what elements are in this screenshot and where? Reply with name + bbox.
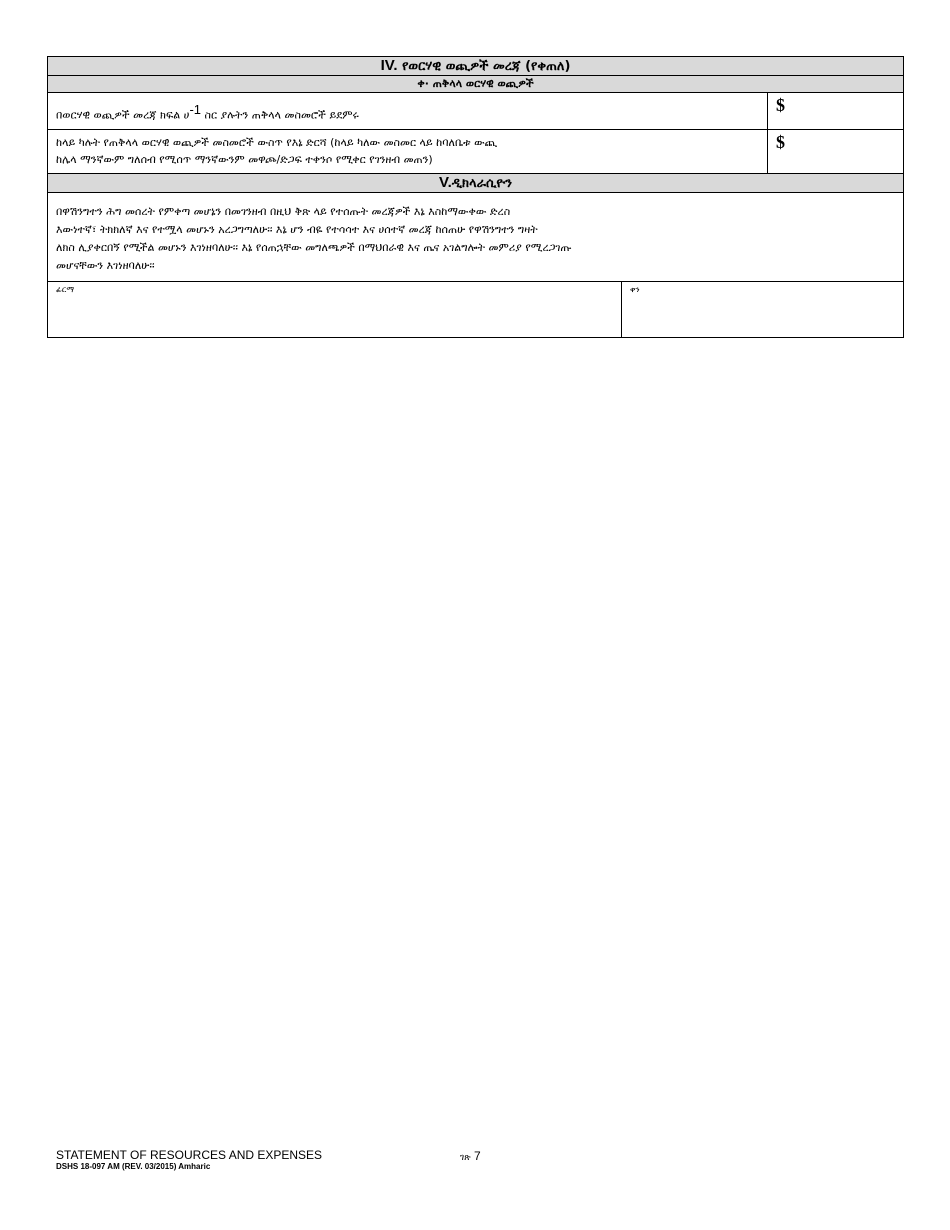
my-share-label [48,130,768,174]
total-expenses-subheader-row [48,76,904,93]
section-iv-numeral: IV. [380,57,398,74]
page-number [460,1149,481,1163]
declaration-line-3: ለክስ ሊያቀርበኝ የሚችል መሆኑን እገነዘባለሁ፡፡ እኔ የሰጠኋቸው መግለጫዎች በማህበራዊ እና ጤና አገልግሎት መምሪያ የሚረጋገጡ [56,241,572,254]
section-iv-header-row [48,57,904,76]
expenses-form [47,56,903,338]
declaration-line-1: በዋሽንግተን ሕግ መሰረት የምቀጣ መሆኔን በመገንዘብ በዚህ ቅጽ ላይ የተሰጡት መረጃዎች እኔ እስከማውቀው ድረስ [56,205,511,218]
declaration-line-2: እውነተኛ፣ ትክክለኛ እና የተሟላ መሆኑን አረጋግጣለሁ፡፡ እኔ ሆን ብዬ የተሳሳተ እና ሀሰተኛ መረጃ ከሰጠሁ የዋሽንግተን ግዛት [56,223,538,236]
signature-field[interactable] [48,282,622,338]
my-share-amount-field[interactable]: $ [768,130,904,174]
section-v-header [48,174,904,193]
page-word: ገጽ [460,1153,471,1163]
total-lines-superscript: -1 [189,102,201,117]
footer-form-code: DSHS 18-097 AM (REV. 03/2015) Amharic [56,1162,211,1171]
total-lines-text-a: በወርሃዊ ወጪዎች መረጃ ክፍል ሀ [56,108,190,122]
declaration-text [48,193,904,282]
my-share-row [48,130,904,174]
my-share-line-1: ከላይ ካሉት የጠቅላላ ወርሃዊ ወጪዎች መስመሮች ውስጥ የእኔ ድርሻ (ከላይ ካለው መስመር ላይ ከባለቤቱ ውጪ [56,136,498,149]
section-iv-title: የወርሃዊ ወጪዎች መረጃ (የቀጠለ) [402,59,571,74]
total-lines-row [48,93,904,130]
page-number-value: 7 [474,1149,481,1163]
footer-form-title: STATEMENT OF RESOURCES AND EXPENSES [56,1148,323,1162]
date-field[interactable] [622,282,904,338]
declaration-line-4: መሆናቸውን እገነዘባለሁ፡፡ [56,259,155,272]
total-lines-amount-field[interactable]: $ [768,93,904,130]
total-expenses-subheader: ቀ· ጠቅላላ ወርሃዊ ወጪዎች [48,76,904,93]
signature-label: ፊርማ [56,285,75,294]
section-v-header-row [48,174,904,193]
my-share-line-2: ከሌላ ማንኛውም ግለሰብ የሚሰጥ ማንኛውንም መዋጮ/ድጋፍ ተቀንሶ የሚቀር የገንዘብ መጠን) [56,153,433,166]
signature-row [48,282,904,338]
date-label: ቀን [630,285,640,294]
declaration-row [48,193,904,282]
section-v-numeral: V. [438,174,452,191]
total-lines-label [48,93,768,130]
section-iv-header [48,57,904,76]
form-table [47,56,904,338]
section-v-title: ዲክላራሲዮን [451,176,513,191]
total-lines-text-b: ስር ያሉትን ጠቅላላ መስመሮች ይደምሩ [201,108,359,122]
footer [56,1148,322,1172]
